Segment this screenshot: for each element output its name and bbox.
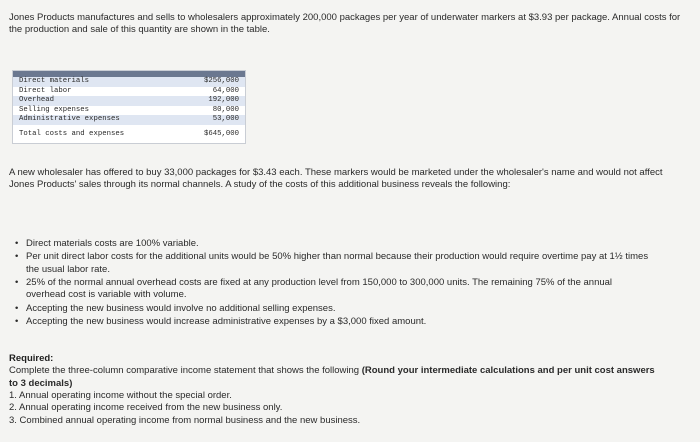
list-item (14, 238, 654, 250)
rounding-note: (Round your intermediate calculations and per unit cost answers to 3 decimals) (9, 365, 655, 389)
required-section (9, 353, 659, 427)
row-amount: 64,000 (212, 86, 239, 95)
total-label: Total costs and expenses (19, 129, 125, 138)
row-label: Direct labor (19, 86, 72, 95)
list-item-text: Accepting the new business would involve no additional selling expenses. (26, 302, 336, 314)
list-item-text: Accepting the new business would increase administrative expenses by a $3,000 fixed amount. (26, 316, 427, 328)
list-item-text: 25% of the normal annual overhead costs are fixed at any production level from 150,000 to 300,000 units. The remaining 75% of the annual overhead cost is variable with volume. (26, 277, 613, 301)
row-label: Overhead (13, 96, 179, 106)
bullet-icon: • (15, 238, 19, 249)
row-label: Selling expenses (19, 105, 90, 114)
bullet-icon: • (15, 251, 19, 263)
required-item: 1. Annual operating income without the special order. (9, 390, 232, 402)
list-item (14, 316, 654, 328)
bullet-icon: • (15, 316, 19, 328)
required-heading: Required: (9, 353, 54, 364)
bullet-icon: • (15, 277, 19, 289)
list-item-text: Direct materials costs are 100% variable. (26, 238, 199, 249)
table-total-row (13, 125, 245, 143)
table-row (13, 106, 245, 116)
list-item (14, 303, 654, 315)
required-instructions (9, 365, 659, 390)
required-item: 2. Annual operating income received from the new business only. (9, 402, 283, 414)
table-row (13, 77, 245, 87)
bullet-icon: • (15, 302, 19, 314)
table-row (13, 87, 245, 97)
required-text: Complete the three-column comparative income statement that shows the following (9, 365, 362, 377)
table-row (13, 96, 245, 106)
row-amount: 53,000 (179, 115, 245, 125)
offer-paragraph: A new wholesaler has offered to buy 33,000 packages for $3.43 each. These markers would be marketed under the wholesaler's name and would not affect Jones Products' sales through its normal channels. A study of the costs of this additional business reveals the following: (9, 167, 663, 191)
row-amount: $256,000 (179, 77, 245, 87)
list-item (14, 251, 654, 276)
row-label: Administrative expenses (13, 115, 179, 125)
row-amount: 80,000 (212, 105, 239, 114)
required-item: 3. Combined annual operating income from normal business and the new business. (9, 414, 361, 426)
list-item (14, 277, 654, 302)
cost-table (12, 70, 246, 144)
table-row (13, 115, 245, 125)
total-amount: $645,000 (203, 129, 239, 138)
intro-paragraph: Jones Products manufactures and sells to wholesalers approximately 200,000 packages per year of underwater markers at $3.93 per package. Annual costs for the production and sale of this quantity are shown in the table. (9, 12, 681, 36)
row-label: Direct materials (13, 77, 179, 87)
row-amount: 192,000 (179, 96, 245, 106)
facts-list (14, 238, 654, 329)
list-item-text: Per unit direct labor costs for the additional units would be 50% higher than normal because their production would require overtime pay at 1½ times the usual labor rate. (26, 251, 649, 275)
